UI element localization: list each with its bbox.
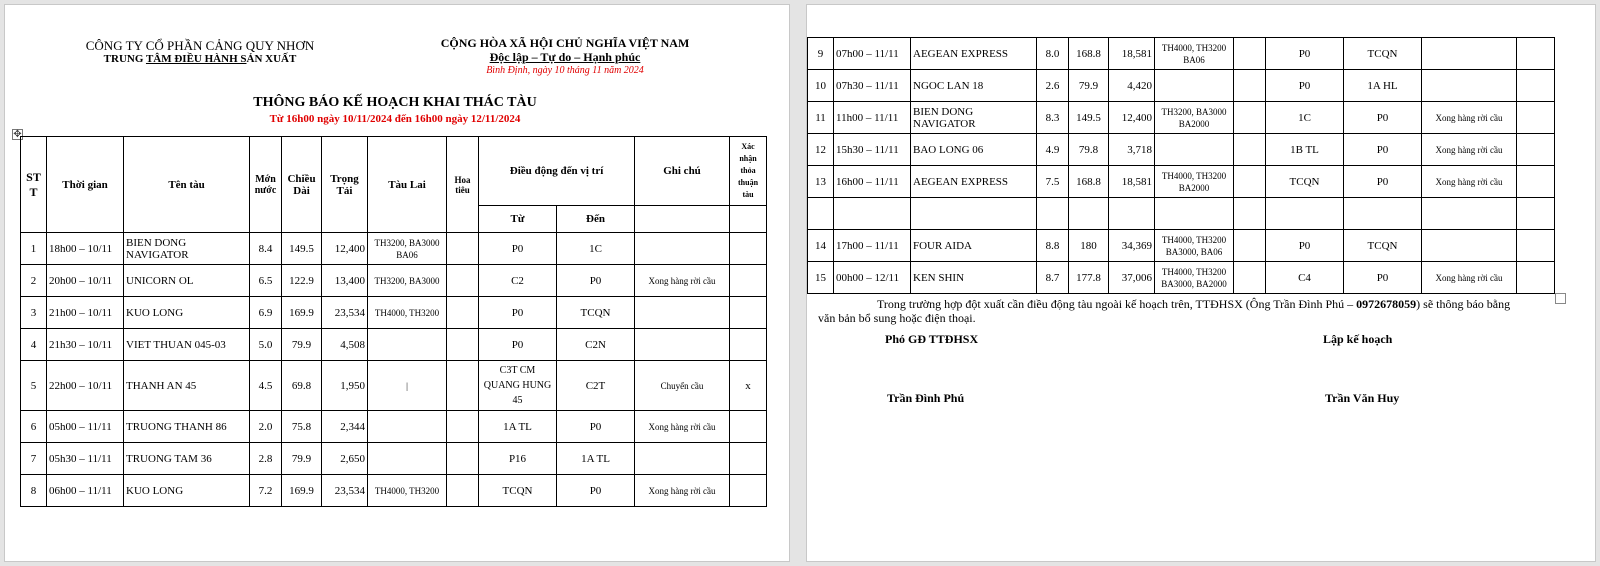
- header-draft: Mớn nước: [250, 137, 282, 233]
- cell-length: 168.8: [1069, 166, 1109, 198]
- date-line: Bình Định, ngày 10 tháng 11 năm 2024: [486, 65, 644, 76]
- cell-stt: 14: [808, 230, 834, 262]
- cell-to: P0: [1344, 102, 1422, 134]
- document-subtitle: Từ 16h00 ngày 10/11/2024 đến 16h00 ngày 12/11/2024: [269, 113, 521, 125]
- cell-to: P0: [557, 411, 635, 443]
- cell-stt: 7: [21, 443, 47, 475]
- cell-tug: TH3200, BA3000 BA2000: [1155, 102, 1234, 134]
- cell-length: 122.9: [282, 265, 322, 297]
- cell-time: [834, 198, 911, 230]
- signer-left-name: Trần Đình Phú: [887, 391, 965, 405]
- cell-from: P0: [479, 233, 557, 265]
- cell-time: 05h30 – 11/11: [47, 443, 124, 475]
- cell-tug: TH4000, TH3200 BA06: [1155, 38, 1234, 70]
- cell-from: TCQN: [479, 475, 557, 507]
- table-row: [808, 230, 1555, 262]
- cell-ship: FOUR AIDA: [911, 230, 1037, 262]
- cell-tug: [368, 411, 447, 443]
- cell-length: 79.8: [1069, 134, 1109, 166]
- cell-tonnage: 4,508: [322, 329, 368, 361]
- cell-to: TCQN: [557, 297, 635, 329]
- cell-tug: [1155, 198, 1234, 230]
- cell-time: 06h00 – 11/11: [47, 475, 124, 507]
- table-row: [21, 411, 767, 443]
- cell-time: 21h30 – 10/11: [47, 329, 124, 361]
- header-time: Thời gian: [47, 137, 124, 233]
- cell-from: P0: [479, 297, 557, 329]
- cell-tug: [368, 443, 447, 475]
- cell-tonnage: [1109, 198, 1155, 230]
- cell-length: 180: [1069, 230, 1109, 262]
- cell-pilot: [447, 411, 479, 443]
- cell-tonnage: 34,369: [1109, 230, 1155, 262]
- table-row: [21, 361, 767, 411]
- cell-to: P0: [1344, 262, 1422, 294]
- cell-confirm: [730, 411, 767, 443]
- cell-length: 149.5: [282, 233, 322, 265]
- cell-from: P0: [1266, 70, 1344, 102]
- cell-time: 00h00 – 12/11: [834, 262, 911, 294]
- cell-time: 07h30 – 11/11: [834, 70, 911, 102]
- cell-stt: 9: [808, 38, 834, 70]
- cell-tug: TH4000, TH3200: [368, 297, 447, 329]
- cell-note: [1422, 38, 1517, 70]
- cell-to: TCQN: [1344, 38, 1422, 70]
- cell-time: 16h00 – 11/11: [834, 166, 911, 198]
- cell-note: Xong hàng rời cầu: [635, 265, 730, 297]
- schedule-table-page2: [807, 37, 1555, 294]
- cell-note: [635, 297, 730, 329]
- cell-pilot: [447, 361, 479, 411]
- cell-length: 79.9: [282, 443, 322, 475]
- cell-draft: 8.7: [1037, 262, 1069, 294]
- cell-time: 17h00 – 11/11: [834, 230, 911, 262]
- cell-tonnage: 12,400: [322, 233, 368, 265]
- table-row: [21, 233, 767, 265]
- table-row: [808, 70, 1555, 102]
- cell-ship: KUO LONG: [124, 297, 250, 329]
- cell-pilot: [447, 329, 479, 361]
- header-ship: Tên tàu: [124, 137, 250, 233]
- cell-stt: 12: [808, 134, 834, 166]
- cell-ship: UNICORN OL: [124, 265, 250, 297]
- cell-time: 20h00 – 10/11: [47, 265, 124, 297]
- cell-draft: 5.0: [250, 329, 282, 361]
- department-underlined: TÂM ĐIỀU HÀNH S: [145, 53, 247, 65]
- cell-stt: 15: [808, 262, 834, 294]
- cell-length: 79.9: [282, 329, 322, 361]
- cell-length: 79.9: [1069, 70, 1109, 102]
- cell-length: 169.9: [282, 475, 322, 507]
- cell-tug: [1155, 70, 1234, 102]
- cell-tug: TH4000, TH3200 BA3000, BA06: [1155, 230, 1234, 262]
- cell-draft: 8.4: [250, 233, 282, 265]
- cell-to: TCQN: [1344, 230, 1422, 262]
- schedule-table-page1: [20, 136, 767, 507]
- cell-pilot: [447, 297, 479, 329]
- table-header-row: [21, 137, 767, 206]
- cell-note: Xong hàng rời cầu: [1422, 166, 1517, 198]
- cell-stt: 10: [808, 70, 834, 102]
- cell-ship: BAO LONG 06: [911, 134, 1037, 166]
- cell-pilot: [1234, 70, 1266, 102]
- cell-pilot: [447, 265, 479, 297]
- cell-confirm: [1517, 70, 1555, 102]
- cell-length: [1069, 198, 1109, 230]
- cell-ship: VIET THUAN 045-03: [124, 329, 250, 361]
- cell-ship: BIEN DONG NAVIGATOR: [911, 102, 1037, 134]
- table-row: [21, 297, 767, 329]
- cell-tug: [368, 329, 447, 361]
- cell-tug: TH3200, BA3000: [368, 265, 447, 297]
- cell-tonnage: 3,718: [1109, 134, 1155, 166]
- header-move: Điều động đến vị trí: [479, 137, 635, 206]
- department-prefix: TRUNG: [103, 53, 146, 65]
- cell-confirm: [730, 443, 767, 475]
- cell-time: 18h00 – 10/11: [47, 233, 124, 265]
- cell-length: 149.5: [1069, 102, 1109, 134]
- cell-confirm: x: [730, 361, 767, 411]
- footer-note-line2: văn bản bổ sung hoặc điện thoại.: [818, 311, 976, 325]
- cell-ship: KUO LONG: [124, 475, 250, 507]
- cell-length: 75.8: [282, 411, 322, 443]
- cell-stt: 5: [21, 361, 47, 411]
- table-row: [808, 166, 1555, 198]
- cell-draft: 4.9: [1037, 134, 1069, 166]
- move-cross-icon[interactable]: ✥: [13, 129, 22, 140]
- cell-pilot: [1234, 38, 1266, 70]
- cell-note: [1422, 198, 1517, 230]
- cell-from: C2: [479, 265, 557, 297]
- document-page-1: [4, 4, 790, 562]
- header-confirm-blank: [730, 206, 767, 233]
- cell-confirm: [1517, 38, 1555, 70]
- cell-tonnage: 18,581: [1109, 38, 1155, 70]
- cell-to: P0: [557, 475, 635, 507]
- cell-confirm: [730, 475, 767, 507]
- cell-tonnage: 23,534: [322, 297, 368, 329]
- cell-tug: [1155, 134, 1234, 166]
- cell-time: 11h00 – 11/11: [834, 102, 911, 134]
- cell-from: TCQN: [1266, 166, 1344, 198]
- cell-draft: 8.8: [1037, 230, 1069, 262]
- cell-ship: [911, 198, 1037, 230]
- table-row: [808, 198, 1555, 230]
- header-tonnage: Trọng Tải: [322, 137, 368, 233]
- cell-note: Chuyển cầu: [635, 361, 730, 411]
- cell-stt: 4: [21, 329, 47, 361]
- cell-pilot: [1234, 134, 1266, 166]
- cell-confirm: [1517, 102, 1555, 134]
- cell-time: 15h30 – 11/11: [834, 134, 911, 166]
- signer-left-title: Phó GĐ TTĐHSX: [885, 332, 979, 346]
- cell-tug: TH4000, TH3200: [368, 475, 447, 507]
- cell-tonnage: 2,650: [322, 443, 368, 475]
- header-confirm: Xác nhận thỏa thuận tàu: [730, 137, 767, 206]
- cell-ship: NGOC LAN 18: [911, 70, 1037, 102]
- table-row: [808, 102, 1555, 134]
- header-from: Từ: [479, 206, 557, 233]
- cell-tonnage: 12,400: [1109, 102, 1155, 134]
- cell-from: P0: [1266, 230, 1344, 262]
- cell-draft: [1037, 198, 1069, 230]
- header-tug: Tàu Lai: [368, 137, 447, 233]
- table-row: [808, 134, 1555, 166]
- cell-tonnage: 4,420: [1109, 70, 1155, 102]
- cell-from: [1266, 198, 1344, 230]
- cell-confirm: [1517, 230, 1555, 262]
- department-suffix: ẢN XUẤT: [246, 53, 297, 65]
- cell-to: 1C: [557, 233, 635, 265]
- cell-to: P0: [557, 265, 635, 297]
- cell-tug: TH3200, BA3000 BA06: [368, 233, 447, 265]
- cell-ship: BIEN DONG NAVIGATOR: [124, 233, 250, 265]
- cell-confirm: [730, 233, 767, 265]
- table-row: [21, 443, 767, 475]
- cell-note: Xong hàng rời cầu: [635, 475, 730, 507]
- cell-tonnage: 2,344: [322, 411, 368, 443]
- cell-stt: 3: [21, 297, 47, 329]
- cell-note: Xong hàng rời cầu: [1422, 134, 1517, 166]
- cell-pilot: [447, 475, 479, 507]
- cell-tug: TH4000, TH3200 BA3000, BA2000: [1155, 262, 1234, 294]
- header-length: Chiều Dài: [282, 137, 322, 233]
- cell-draft: 2.0: [250, 411, 282, 443]
- cell-ship: THANH AN 45: [124, 361, 250, 411]
- cell-tonnage: 1,950: [322, 361, 368, 411]
- cell-tug: TH4000, TH3200 BA2000: [1155, 166, 1234, 198]
- cell-note: [1422, 70, 1517, 102]
- header-stt: ST T: [21, 137, 47, 233]
- cell-draft: 2.6: [1037, 70, 1069, 102]
- header-note: Ghi chú: [635, 137, 730, 206]
- cell-length: 168.8: [1069, 38, 1109, 70]
- table-row: [808, 262, 1555, 294]
- cell-pilot: [1234, 230, 1266, 262]
- cell-draft: 6.9: [250, 297, 282, 329]
- footer-note-prefix: Trong trường hợp đột xuất cần điều động tàu ngoài kế hoạch trên, TTĐHSX (Ông Trần Đình Phú –: [877, 297, 1357, 311]
- cell-tug: |: [368, 361, 447, 411]
- cell-to: 1A HL: [1344, 70, 1422, 102]
- cell-pilot: [1234, 102, 1266, 134]
- header-to: Đến: [557, 206, 635, 233]
- cell-from: P0: [1266, 38, 1344, 70]
- cell-to: C2N: [557, 329, 635, 361]
- cell-tonnage: 18,581: [1109, 166, 1155, 198]
- cell-from: P0: [479, 329, 557, 361]
- table-row: [21, 329, 767, 361]
- cell-ship: KEN SHIN: [911, 262, 1037, 294]
- footer-phone: 0972678059: [1356, 297, 1417, 311]
- republic-name: CỘNG HÒA XÃ HỘI CHỦ NGHĨA VIỆT NAM: [440, 36, 690, 50]
- cell-ship: AEGEAN EXPRESS: [911, 166, 1037, 198]
- cell-confirm: [1517, 262, 1555, 294]
- cell-confirm: [1517, 198, 1555, 230]
- cell-tonnage: 13,400: [322, 265, 368, 297]
- cell-length: 69.8: [282, 361, 322, 411]
- cell-note: [1422, 230, 1517, 262]
- table-row: [21, 475, 767, 507]
- cell-pilot: [1234, 198, 1266, 230]
- cell-time: 07h00 – 11/11: [834, 38, 911, 70]
- cell-stt: 11: [808, 102, 834, 134]
- cell-from: 1C: [1266, 102, 1344, 134]
- cell-stt: 1: [21, 233, 47, 265]
- department-name: [65, 53, 335, 65]
- national-motto: Độc lập – Tự do – Hạnh phúc: [489, 50, 641, 64]
- cell-pilot: [1234, 262, 1266, 294]
- cell-length: 169.9: [282, 297, 322, 329]
- table-row: [808, 38, 1555, 70]
- cell-ship: TRUONG TAM 36: [124, 443, 250, 475]
- cell-pilot: [1234, 166, 1266, 198]
- document-title: THÔNG BÁO KẾ HOẠCH KHAI THÁC TÀU: [253, 95, 537, 110]
- cell-note: Xong hàng rời cầu: [635, 411, 730, 443]
- cell-to: C2T: [557, 361, 635, 411]
- cell-ship: AEGEAN EXPRESS: [911, 38, 1037, 70]
- cell-note: Xong hàng rời cầu: [1422, 102, 1517, 134]
- cell-to: [1344, 198, 1422, 230]
- cell-to: 1A TL: [557, 443, 635, 475]
- cell-from: 1B TL: [1266, 134, 1344, 166]
- company-name: CÔNG TY CỔ PHẦN CẢNG QUY NHƠN: [85, 38, 315, 53]
- cell-note: [635, 329, 730, 361]
- cell-tonnage: 23,534: [322, 475, 368, 507]
- cell-draft: 7.2: [250, 475, 282, 507]
- cell-draft: 8.3: [1037, 102, 1069, 134]
- cell-confirm: [1517, 134, 1555, 166]
- header-pilot: Hoa tiêu: [447, 137, 479, 233]
- cell-confirm: [730, 329, 767, 361]
- cell-to: P0: [1344, 166, 1422, 198]
- footer-note-line1: [807, 297, 1577, 311]
- cell-stt: 8: [21, 475, 47, 507]
- cell-from: C4: [1266, 262, 1344, 294]
- cell-to: P0: [1344, 134, 1422, 166]
- cell-ship: TRUONG THANH 86: [124, 411, 250, 443]
- cell-stt: 6: [21, 411, 47, 443]
- cell-confirm: [1517, 166, 1555, 198]
- cell-stt: [808, 198, 834, 230]
- cell-stt: 13: [808, 166, 834, 198]
- cell-pilot: [447, 443, 479, 475]
- footer-note-suffix: ) sẽ thông báo bằng: [1416, 297, 1511, 311]
- document-page-2: [806, 4, 1596, 562]
- header-note-blank: [635, 206, 730, 233]
- cell-draft: 7.5: [1037, 166, 1069, 198]
- cell-confirm: [730, 297, 767, 329]
- cell-draft: 2.8: [250, 443, 282, 475]
- cell-tonnage: 37,006: [1109, 262, 1155, 294]
- cell-time: 22h00 – 10/11: [47, 361, 124, 411]
- footer-note: [807, 297, 1577, 325]
- cell-confirm: [730, 265, 767, 297]
- cell-stt: 2: [21, 265, 47, 297]
- cell-length: 177.8: [1069, 262, 1109, 294]
- table-row: [21, 265, 767, 297]
- signer-right-title: Lập kế hoạch: [1323, 332, 1393, 346]
- cell-from: C3T CM QUANG HUNG 45: [479, 361, 557, 411]
- cell-from: 1A TL: [479, 411, 557, 443]
- cell-from: P16: [479, 443, 557, 475]
- cell-draft: 8.0: [1037, 38, 1069, 70]
- cell-pilot: [447, 233, 479, 265]
- cell-note: [635, 233, 730, 265]
- cell-time: 05h00 – 11/11: [47, 411, 124, 443]
- cell-time: 21h00 – 10/11: [47, 297, 124, 329]
- cell-draft: 4.5: [250, 361, 282, 411]
- signer-right-name: Trần Văn Huy: [1325, 391, 1400, 405]
- cell-draft: 6.5: [250, 265, 282, 297]
- cell-note: [635, 443, 730, 475]
- cell-note: Xong hàng rời cầu: [1422, 262, 1517, 294]
